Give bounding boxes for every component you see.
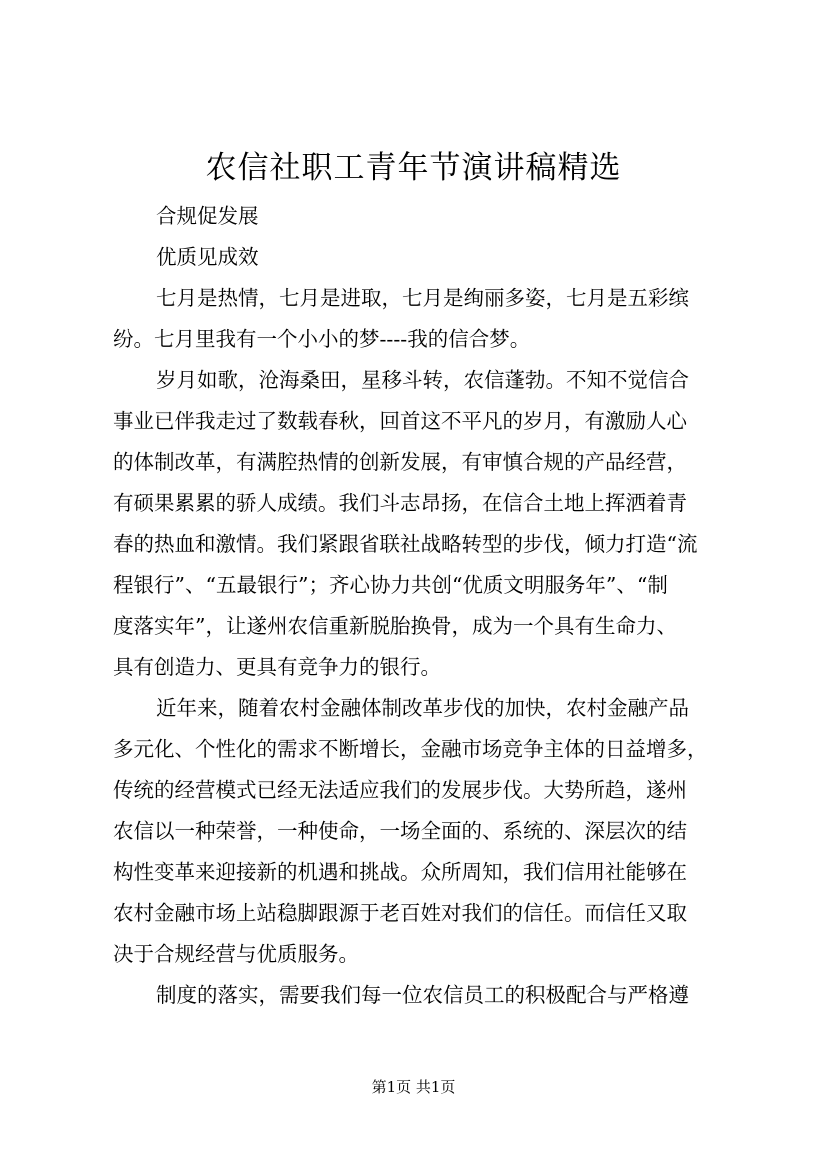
text-line: 度落实年”，让遂州农信重新脱胎换骨，成为一个具有生命力、 xyxy=(113,614,677,638)
text-line: 的体制改革，有满腔热情的创新发展，有审慎合规的产品经营， xyxy=(113,450,687,474)
text-line: 制度的落实，需要我们每一位农信员工的积极配合与严格遵 xyxy=(156,983,689,1007)
text-line: 近年来，随着农村金融体制改革步伐的加快，农村金融产品 xyxy=(156,696,689,720)
text-line: 多元化、个性化的需求不断增长，金融市场竞争主体的日益增多， xyxy=(113,737,708,761)
text-line: 农村金融市场上站稳脚跟源于老百姓对我们的信任。而信任又取 xyxy=(113,901,687,925)
page-footer: 第1页 共1页 xyxy=(371,1078,456,1096)
document-title: 农信社职工青年节演讲稿精选 xyxy=(205,150,622,186)
text-line: 有硕果累累的骄人成绩。我们斗志昂扬，在信合土地上挥洒着青 xyxy=(113,491,687,515)
text-line: 岁月如歌，沧海桑田，星移斗转，农信蓬勃。不知不觉信合 xyxy=(156,368,689,392)
text-line: 农信以一种荣誉，一种使命，一场全面的、系统的、深层次的结 xyxy=(113,819,687,843)
text-line: 程银行”、“五最银行”；齐心协力共创“优质文明服务年”、“制 xyxy=(113,573,668,597)
text-line: 事业已伴我走过了数载春秋，回首这不平凡的岁月，有激励人心 xyxy=(113,409,687,433)
text-line: 优质见成效 xyxy=(156,245,259,269)
document-body xyxy=(113,196,733,1016)
text-line: 传统的经营模式已经无法适应我们的发展步伐。大势所趋，遂州 xyxy=(113,778,687,802)
text-line: 纷。七月里我有一个小小的梦----我的信合梦。 xyxy=(113,327,531,351)
text-line: 春的热血和激情。我们紧跟省联社战略转型的步伐，倾力打造“流 xyxy=(113,532,698,556)
text-line: 决于合规经营与优质服务。 xyxy=(113,942,359,966)
text-line: 合规促发展 xyxy=(156,204,259,228)
text-line: 七月是热情，七月是进取，七月是绚丽多姿，七月是五彩缤 xyxy=(156,286,689,310)
text-line: 具有创造力、更具有竞争力的银行。 xyxy=(113,655,441,679)
text-line: 构性变革来迎接新的机遇和挑战。众所周知，我们信用社能够在 xyxy=(113,860,687,884)
